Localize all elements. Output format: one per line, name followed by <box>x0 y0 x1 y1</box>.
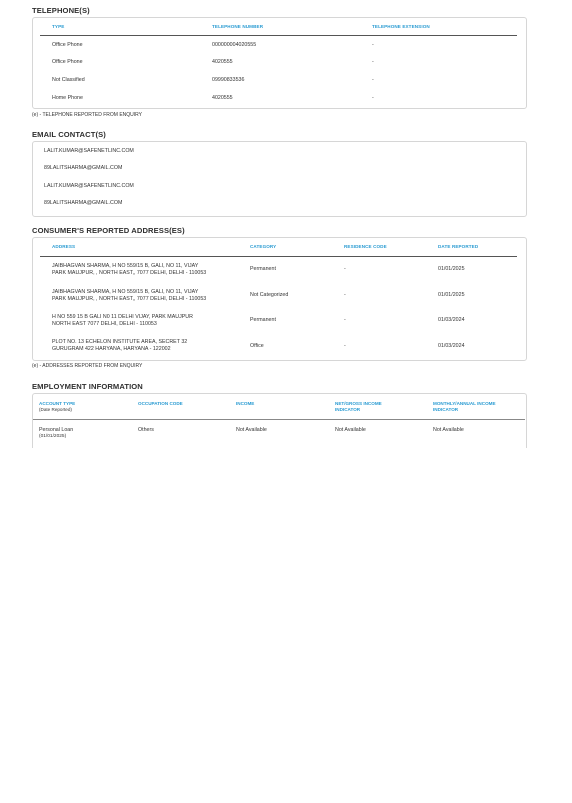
telephones-title: TELEPHONE(S) <box>32 6 90 15</box>
employment-income: Not Available <box>236 427 267 433</box>
email-item: 89LALITSHARMA@GMAIL.COM <box>44 165 123 171</box>
header-telephone-number: TELEPHONE NUMBER <box>212 24 264 29</box>
address-residence-code: - <box>344 343 346 349</box>
address-line-1: PLOT NO. 13 ECHELON INSTITUTE AREA, SECRET 32 <box>52 339 188 345</box>
phone-extension: - <box>372 42 374 48</box>
addresses-note: (e) - ADDRESSES REPORTED FROM ENQUIRY <box>32 363 143 369</box>
address-date: 01/03/2024 <box>438 343 465 349</box>
address-line-1: JAIBHAGVAN SHARMA, H NO 559/15 B, GALI, NO 11, VIJAY <box>52 263 199 269</box>
header-account-type <box>39 401 75 413</box>
header-income: INCOME <box>236 401 255 406</box>
header-type: TYPE <box>52 24 65 29</box>
address-line-2: PARK MAUJPUR, , NORTH EAST,, 7077 DELHI, DELHI - 110053 <box>52 296 207 302</box>
phone-number: 4020555 <box>212 59 233 65</box>
address-category: Permanent <box>250 317 276 323</box>
address-line-2: GURUGRAM 422 HARYANA, HARYANA - 122002 <box>52 346 171 352</box>
header-category: CATEGORY <box>250 244 277 249</box>
phone-number: 000000004020555 <box>212 42 257 48</box>
header-monthly-annual-income <box>433 401 496 413</box>
phone-extension: - <box>372 95 374 101</box>
header-date-reported-sub: (Date Reported) <box>39 407 72 412</box>
employment-monthly-annual: Not Available <box>433 427 464 433</box>
telephones-table <box>32 17 527 109</box>
header-address: ADDRESS <box>52 244 76 249</box>
header-date-reported: DATE REPORTED <box>438 244 479 249</box>
address-line-1: H NO 559 15 B GALI N0 11 DELHI VIJAY, PARK MAUJPUR <box>52 314 193 320</box>
address-residence-code: - <box>344 292 346 298</box>
telephones-note: (e) - TELEPHONE REPORTED FROM ENQUIRY <box>32 112 143 118</box>
address-category: Not Categorized <box>250 292 289 298</box>
address-date: 01/03/2024 <box>438 317 465 323</box>
employment-occupation: Others <box>138 427 154 433</box>
email-item: LALIT.KUMAR@SAFENETLINC.COM <box>44 183 134 189</box>
address-category: Permanent <box>250 266 276 272</box>
account-type-value: Personal Loan <box>39 427 74 433</box>
header-account-type-label: ACCOUNT TYPE <box>39 401 76 406</box>
employment-net-gross: Not Available <box>335 427 366 433</box>
employment-account-type <box>39 427 73 440</box>
email-item: LALIT.KUMAR@SAFENETLINC.COM <box>44 148 134 154</box>
email-item: 89LALITSHARMA@GMAIL.COM <box>44 200 123 206</box>
address-date: 01/01/2025 <box>438 292 465 298</box>
emails-title: EMAIL CONTACT(S) <box>32 130 106 139</box>
address-text <box>52 314 193 328</box>
phone-extension: - <box>372 77 374 83</box>
header-net-gross-income <box>335 401 382 413</box>
phone-type: Office Phone <box>52 42 83 48</box>
header-telephone-extension: TELEPHONE EXTENSION <box>372 24 430 29</box>
phone-extension: - <box>372 59 374 65</box>
address-text <box>52 339 187 353</box>
phone-type: Office Phone <box>52 59 83 65</box>
address-text <box>52 263 206 277</box>
header-net-gross-line-2: INDICATOR <box>335 407 361 412</box>
phone-number: 09990833536 <box>212 77 245 83</box>
addresses-title: CONSUMER'S REPORTED ADDRESS(ES) <box>32 226 185 235</box>
employment-title: EMPLOYMENT INFORMATION <box>32 382 143 391</box>
header-residence-code: RESIDENCE CODE <box>344 244 387 249</box>
phone-type: Home Phone <box>52 95 83 101</box>
header-monthly-line-1: MONTHLY/ANNUAL INCOME <box>433 401 496 406</box>
header-divider <box>40 256 517 257</box>
header-divider <box>33 419 525 420</box>
phone-type: Not Classified <box>52 77 85 83</box>
phone-number: 4020555 <box>212 95 233 101</box>
address-date: 01/01/2025 <box>438 266 465 272</box>
address-residence-code: - <box>344 317 346 323</box>
address-line-2: NORTH EAST 7077 DELHI, DELHI - 110053 <box>52 321 157 327</box>
address-line-2: PARK MAUJPUR, , NORTH EAST,, 7077 DELHI, DELHI - 110053 <box>52 270 207 276</box>
header-net-gross-line-1: NET/GROSS INCOME <box>335 401 382 406</box>
address-line-1: JAIBHAGVAN SHARMA, H NO 559/15 B, GALI, NO 11, VIJAY <box>52 289 199 295</box>
header-occupation-code: OCCUPATION CODE <box>138 401 183 406</box>
address-residence-code: - <box>344 266 346 272</box>
address-text <box>52 289 206 303</box>
header-divider <box>40 35 517 36</box>
header-monthly-line-2: INDICATOR <box>433 407 459 412</box>
account-type-date: (01/01/2025) <box>39 433 67 439</box>
address-category: Office <box>250 343 264 349</box>
